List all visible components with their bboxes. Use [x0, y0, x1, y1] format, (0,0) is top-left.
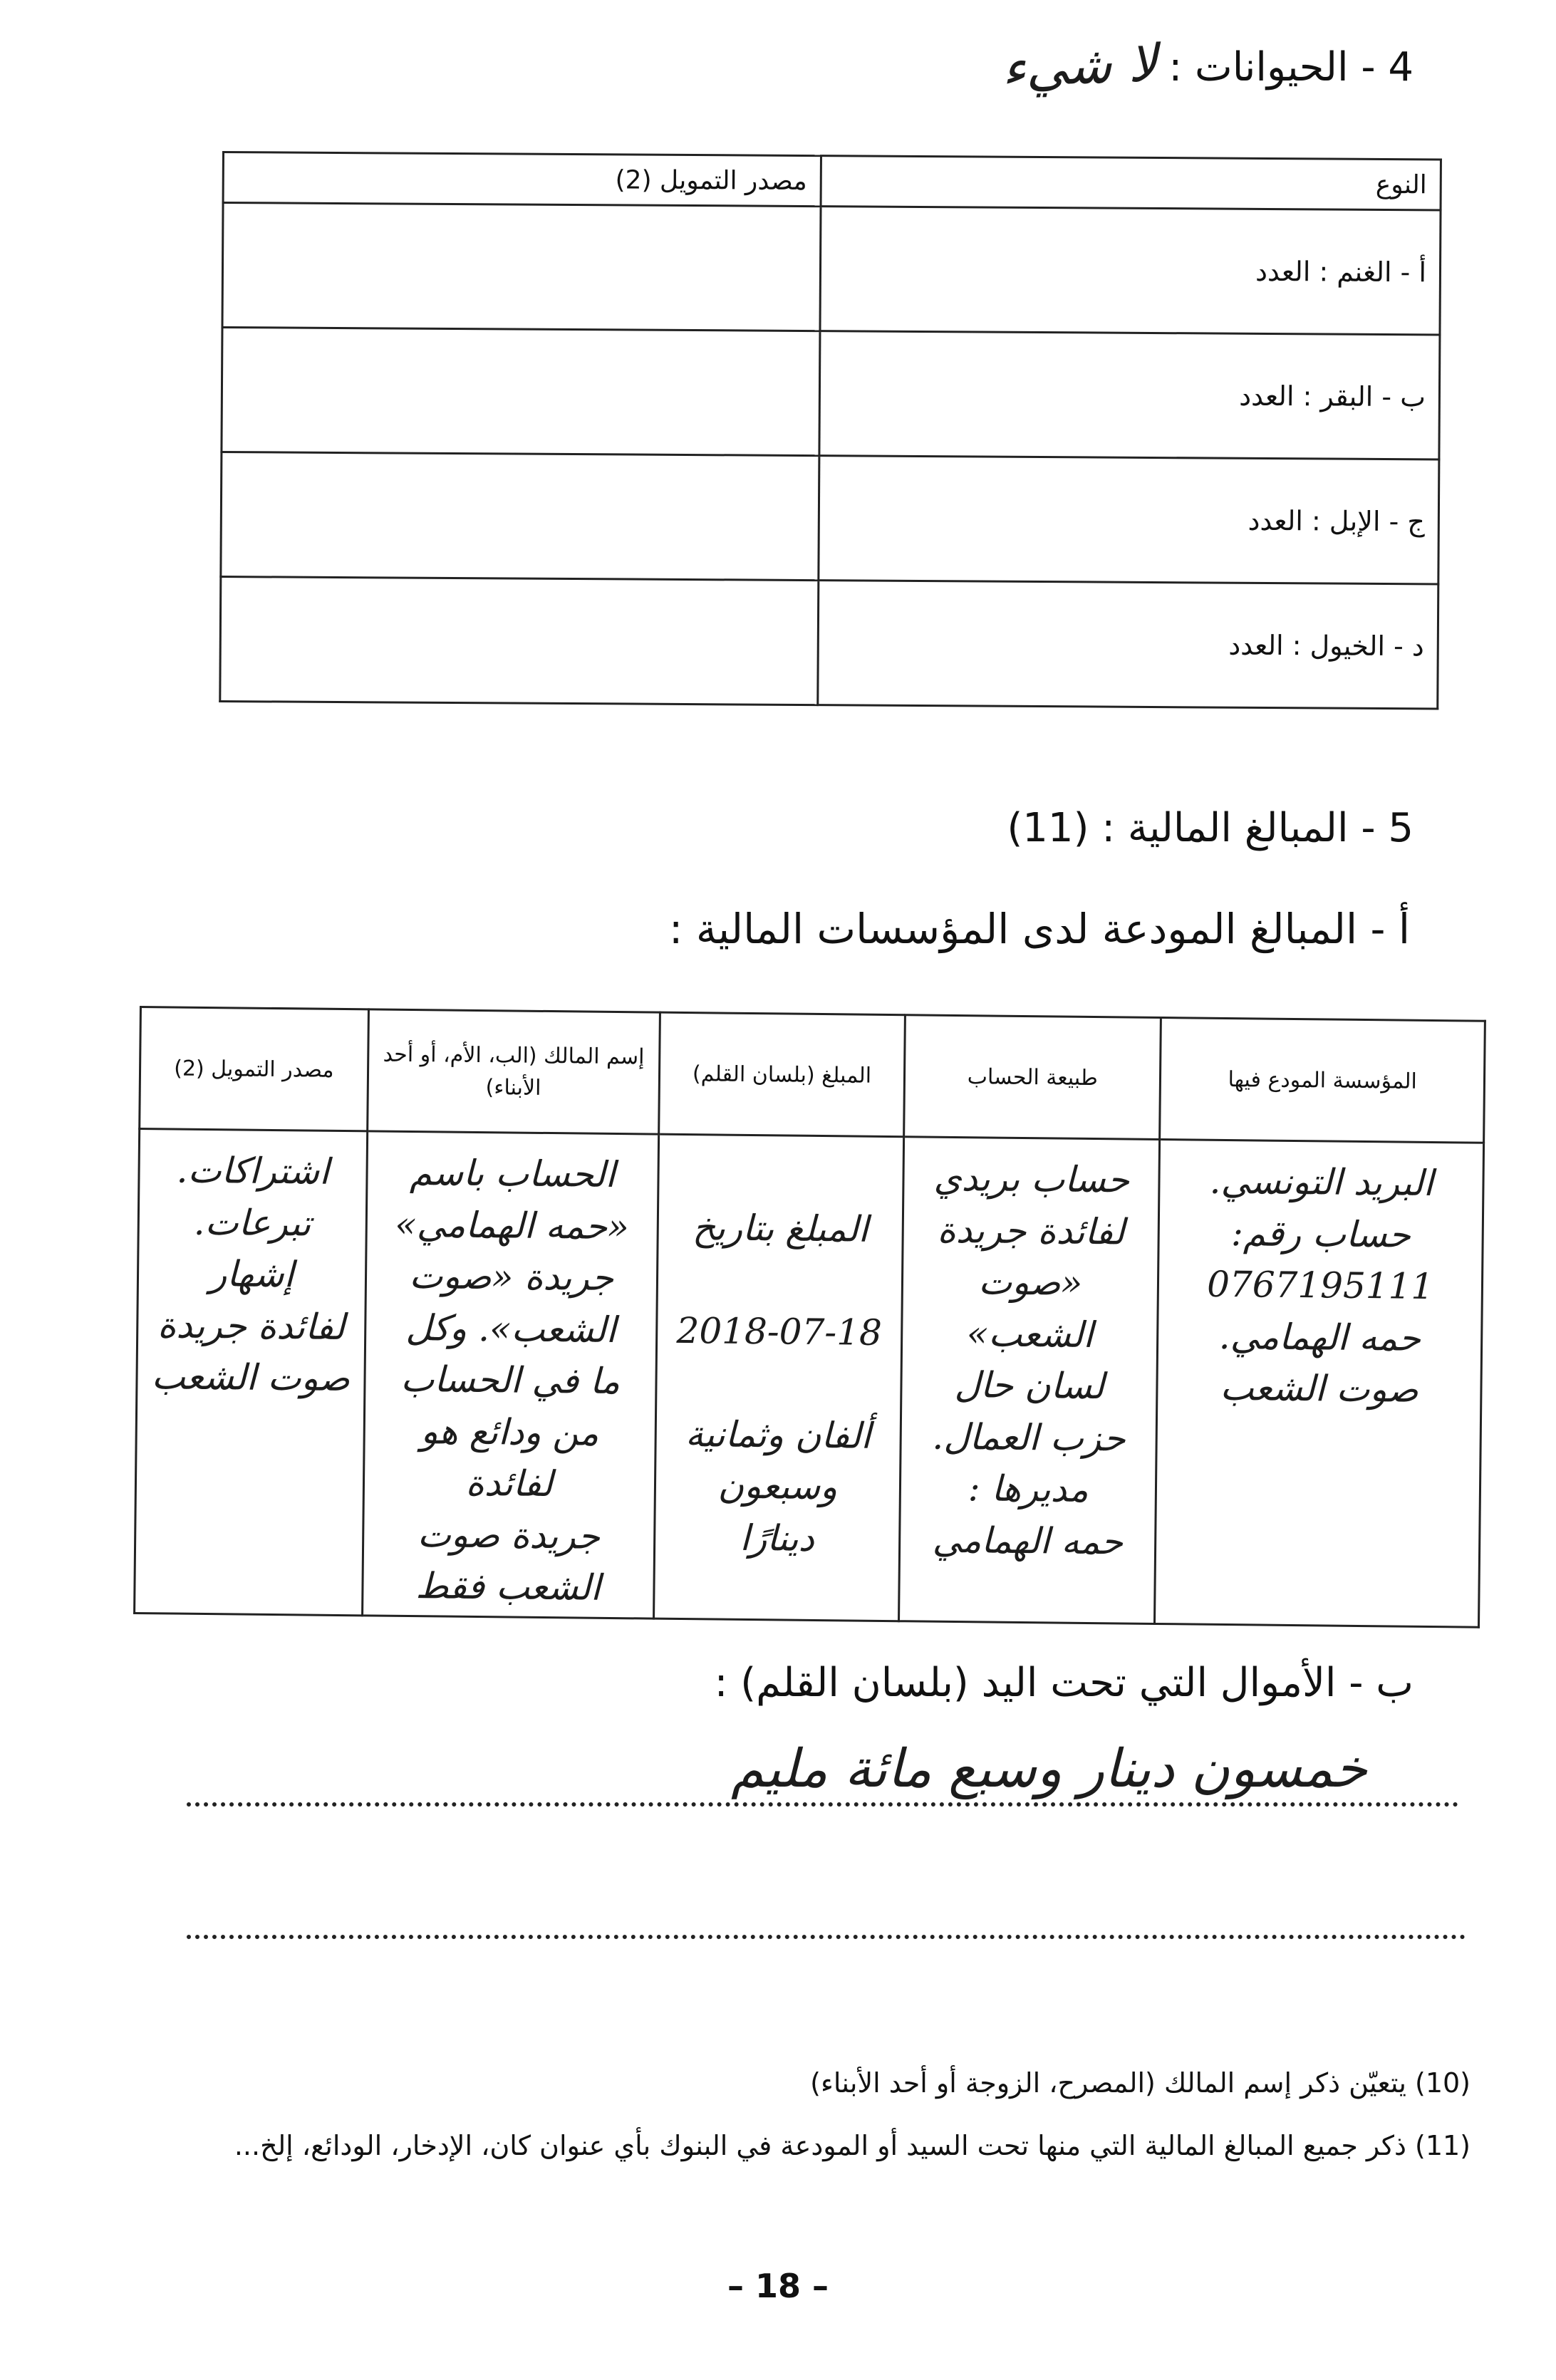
deposits-table: [133, 1006, 1486, 1628]
funding-source-cell[interactable]: [220, 576, 819, 705]
dotted-answer-line[interactable]: [187, 1935, 1466, 1939]
funding-source-cell[interactable]: [221, 452, 819, 581]
dotted-answer-line[interactable]: [187, 1802, 1458, 1807]
amount-date-label: المبلغ بتاريخ: [692, 1206, 868, 1250]
account-type-cell[interactable]: حساب بريدي لفائدة جريدة «صوت الشعب» لسان حال حزب العمال. مديرها : حمه الهمامي: [899, 1137, 1160, 1623]
owner-name-cell[interactable]: الحساب باسم «حمه الهمامي» جريدة «صوت الشعب». وكل ما في الحساب من ودائع هو لفائدة جريدة صوت الشعب فقط: [362, 1131, 658, 1618]
type-cell: د - الخيول : العدد: [818, 581, 1438, 709]
header-funding-source: مصدر التمويل (2): [223, 152, 821, 207]
header-account-type: طبيعة الحساب: [904, 1015, 1161, 1140]
type-cell: ج - الإبل : العدد: [819, 456, 1439, 584]
section-5-heading: 5 - المبالغ المالية : (11): [1007, 805, 1414, 851]
funding-source-cell[interactable]: [222, 203, 821, 331]
table-row: [220, 576, 1438, 708]
amount-text: ألفان وثمانية وسبعون دينارًا: [685, 1413, 871, 1559]
table-row: [222, 328, 1440, 459]
funding-source-cell[interactable]: اشتراكات. تبرعات. إشهار لفائدة جريدة صوت الشعب: [135, 1129, 368, 1616]
type-cell: ب - البقر : العدد: [819, 331, 1440, 459]
animals-table: [219, 151, 1442, 710]
footnote-10: (10) يتعيّن ذكر إسم المالك (المصرح، الزوجة أو أحد الأبناء): [810, 2067, 1471, 2099]
header-type: النوع: [821, 156, 1441, 210]
section-5b-heading: ب - الأموال التي تحت اليد (بلسان القلم) :: [714, 1660, 1414, 1706]
section-4-heading: 4 - الحيوانات :: [1168, 44, 1414, 90]
institution-cell[interactable]: البريد التونسي. حساب رقم: 0767195111 حمه الهمامي. صوت الشعب: [1155, 1140, 1484, 1627]
cash-on-hand-answer: خمسون دينار وسبع مائة مليم: [731, 1738, 1367, 1799]
funding-source-cell[interactable]: [222, 328, 820, 456]
table-row: [135, 1129, 1484, 1627]
table-row: [221, 452, 1439, 584]
footnote-11: (11) ذكر جميع المبالغ المالية التي منها تحت السيد أو المودعة في البنوك بأي عنوان كان، الإدخار، الودائع، إلخ...: [234, 2130, 1471, 2161]
header-institution: المؤسسة المودع فيها: [1160, 1018, 1485, 1143]
header-owner-name: إسم المالك (الب، الأم، أو أحد الأبناء): [367, 1009, 660, 1134]
table-row: [222, 203, 1441, 335]
section-4-handwritten-answer: لا شيء: [1000, 33, 1158, 98]
header-funding-source: مصدر التمويل (2): [140, 1007, 368, 1131]
section-5a-heading: أ - المبالغ المودعة لدى المؤسسات المالية :: [668, 905, 1410, 953]
header-amount: المبلغ (بلسان القلم): [658, 1012, 905, 1137]
amount-date-value: 2018-07-18: [676, 1309, 883, 1353]
page-number: – 18 –: [727, 2267, 829, 2305]
amount-cell[interactable]: [653, 1134, 903, 1621]
type-cell: أ - الغنم : العدد: [820, 207, 1441, 335]
